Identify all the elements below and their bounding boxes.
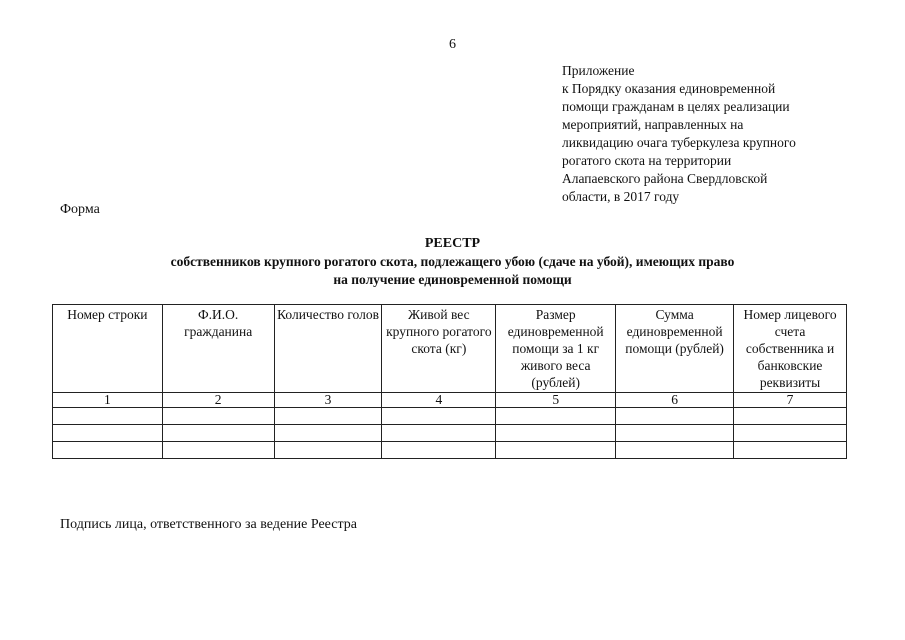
table-number-row: [53, 393, 847, 408]
column-number: 2: [162, 393, 274, 408]
table-cell: [53, 442, 163, 459]
table-cell: [162, 408, 274, 425]
table-cell: [53, 408, 163, 425]
signature-label: Подпись лица, ответственного за ведение Реестра: [60, 517, 357, 532]
table-cell: [162, 442, 274, 459]
column-header-live-weight: Живой вес крупного рогатого скота (кг): [382, 305, 496, 393]
registry-table: [52, 304, 847, 459]
column-header-full-name: Ф.И.О. гражданина: [162, 305, 274, 393]
table-cell: [496, 408, 616, 425]
appendix-line: области, в 2017 году: [562, 189, 680, 204]
column-header-head-count: Количество голов: [274, 305, 382, 393]
table-cell: [274, 442, 382, 459]
column-number: 6: [616, 393, 734, 408]
table-row: [53, 442, 847, 459]
column-number: 3: [274, 393, 382, 408]
table-row: [53, 408, 847, 425]
table-cell: [616, 408, 734, 425]
page-number: 6: [449, 37, 456, 52]
column-number: 5: [496, 393, 616, 408]
appendix-line: Алапаевского района Свердловской: [562, 171, 768, 186]
column-header-aid-sum: Сумма единовременной помощи (рублей): [616, 305, 734, 393]
table-cell: [616, 425, 734, 442]
appendix-line: мероприятий, направленных на: [562, 117, 744, 132]
document-title: [0, 235, 905, 289]
appendix-line: Приложение: [562, 63, 635, 78]
table-cell: [162, 425, 274, 442]
appendix-line: помощи гражданам в целях реализации: [562, 99, 790, 114]
table-cell: [274, 408, 382, 425]
table-cell: [616, 442, 734, 459]
column-header-account-details: Номер лицевого счета собственника и банковские реквизиты: [734, 305, 847, 393]
title-line: на получение единовременной помощи: [333, 272, 572, 287]
column-number: 4: [382, 393, 496, 408]
appendix-note: [562, 62, 862, 206]
title-line: собственников крупного рогатого скота, подлежащего убою (сдаче на убой), имеющих право: [170, 254, 735, 269]
table-header-row: [53, 305, 847, 393]
table-cell: [274, 425, 382, 442]
table-cell: [382, 408, 496, 425]
form-label: Форма: [60, 202, 100, 217]
column-header-aid-per-kg: Размер единовременной помощи за 1 кг живого веса (рублей): [496, 305, 616, 393]
table-cell: [734, 408, 847, 425]
appendix-line: к Порядку оказания единовременной: [562, 81, 776, 96]
column-number: 7: [734, 393, 847, 408]
table-cell: [53, 425, 163, 442]
column-number: 1: [53, 393, 163, 408]
table-cell: [734, 425, 847, 442]
title-main: РЕЕСТР: [424, 236, 481, 251]
table-cell: [496, 442, 616, 459]
appendix-line: ликвидацию очага туберкулеза крупного: [562, 135, 796, 150]
table-cell: [496, 425, 616, 442]
table-cell: [382, 425, 496, 442]
table-row: [53, 425, 847, 442]
column-header-row-number: Номер строки: [53, 305, 163, 393]
appendix-line: рогатого скота на территории: [562, 153, 732, 168]
table-cell: [382, 442, 496, 459]
table-cell: [734, 442, 847, 459]
